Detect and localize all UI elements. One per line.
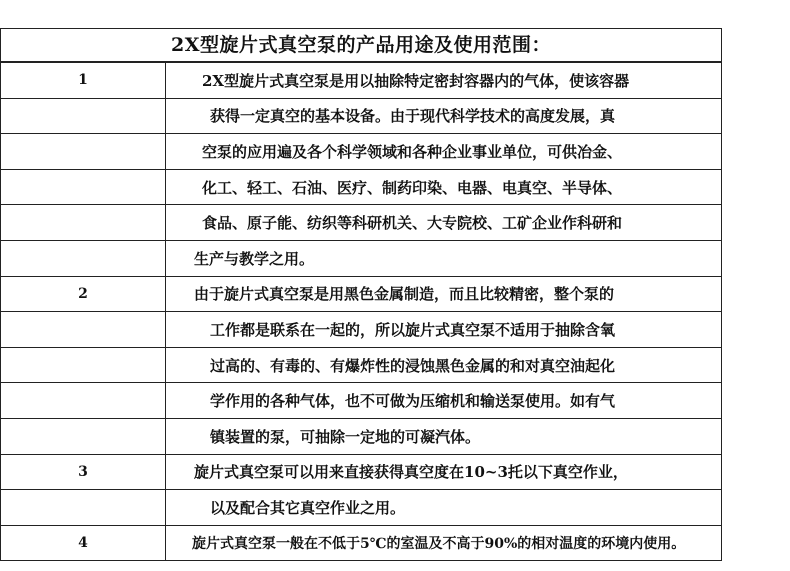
table-row (1, 347, 722, 383)
description-cell (166, 525, 722, 561)
description-text: 2X型旋片式真空泵是用以抽除特定密封容器内的气体，使该容器 (202, 71, 630, 90)
table-row (1, 276, 722, 312)
usage-table-body (1, 63, 722, 561)
table-row (1, 525, 722, 561)
description-text: 旋片式真空泵一般在不低于5℃的室温及不高于90%的相对温度的环境内使用。 (192, 536, 686, 553)
item-number-cell (1, 347, 166, 383)
table-row (1, 240, 722, 276)
table-row (1, 134, 722, 170)
description-cell (166, 134, 722, 170)
description-cell (166, 98, 722, 134)
item-number-cell (1, 98, 166, 134)
item-number-cell (1, 169, 166, 205)
item-number-cell (1, 312, 166, 348)
description-text: 生产与教学之用。 (194, 249, 315, 268)
description-cell (166, 169, 722, 205)
item-number-cell (1, 418, 166, 454)
description-text: 镇装置的泵，可抽除一定地的可凝汽体。 (210, 427, 481, 446)
item-number-cell (1, 134, 166, 170)
item-number-cell (1, 240, 166, 276)
document-title: 2X型旋片式真空泵的产品用途及使用范围： (0, 28, 722, 62)
table-row (1, 383, 722, 419)
description-cell (166, 347, 722, 383)
item-number-cell: 1 (1, 63, 166, 99)
description-text: 空泵的应用遍及各个科学领域和各种企业事业单位，可供冶金、 (202, 142, 623, 161)
item-number-cell (1, 490, 166, 526)
item-number-cell (1, 383, 166, 419)
usage-table (0, 62, 722, 561)
table-row (1, 418, 722, 454)
description-cell (166, 240, 722, 276)
description-text: 以及配合其它真空作业之用。 (210, 498, 406, 517)
table-row (1, 454, 722, 490)
description-text: 旋片式真空泵可以用来直接获得真空度在10~3托以下真空作业， (194, 463, 628, 482)
table-row (1, 205, 722, 241)
description-cell (166, 312, 722, 348)
table-row (1, 98, 722, 134)
table-row (1, 312, 722, 348)
description-text: 学作用的各种气体，也不可做为压缩机和输送泵使用。如有气 (210, 392, 616, 411)
description-cell (166, 205, 722, 241)
description-cell (166, 63, 722, 99)
description-cell (166, 490, 722, 526)
item-number-cell (1, 205, 166, 241)
table-row (1, 490, 722, 526)
table-row (1, 169, 722, 205)
item-number-cell: 3 (1, 454, 166, 490)
description-cell (166, 383, 722, 419)
description-text: 化工、轻工、石油、医疗、制药印染、电器、电真空、半导体、 (202, 178, 623, 197)
description-text: 由于旋片式真空泵是用黑色金属制造，而且比较精密，整个泵的 (194, 285, 615, 304)
description-cell (166, 276, 722, 312)
table-row (1, 63, 722, 99)
description-text: 食品、原子能、纺织等科研机关、大专院校、工矿企业作科研和 (202, 214, 623, 233)
item-number-cell: 4 (1, 525, 166, 561)
item-number-cell: 2 (1, 276, 166, 312)
description-cell (166, 418, 722, 454)
description-text: 获得一定真空的基本设备。由于现代科学技术的高度发展，真 (210, 107, 616, 126)
description-text: 过高的、有毒的、有爆炸性的浸蚀黑色金属的和对真空油起化 (210, 356, 616, 375)
description-cell (166, 454, 722, 490)
description-text: 工作都是联系在一起的，所以旋片式真空泵不适用于抽除含氧 (210, 320, 616, 339)
